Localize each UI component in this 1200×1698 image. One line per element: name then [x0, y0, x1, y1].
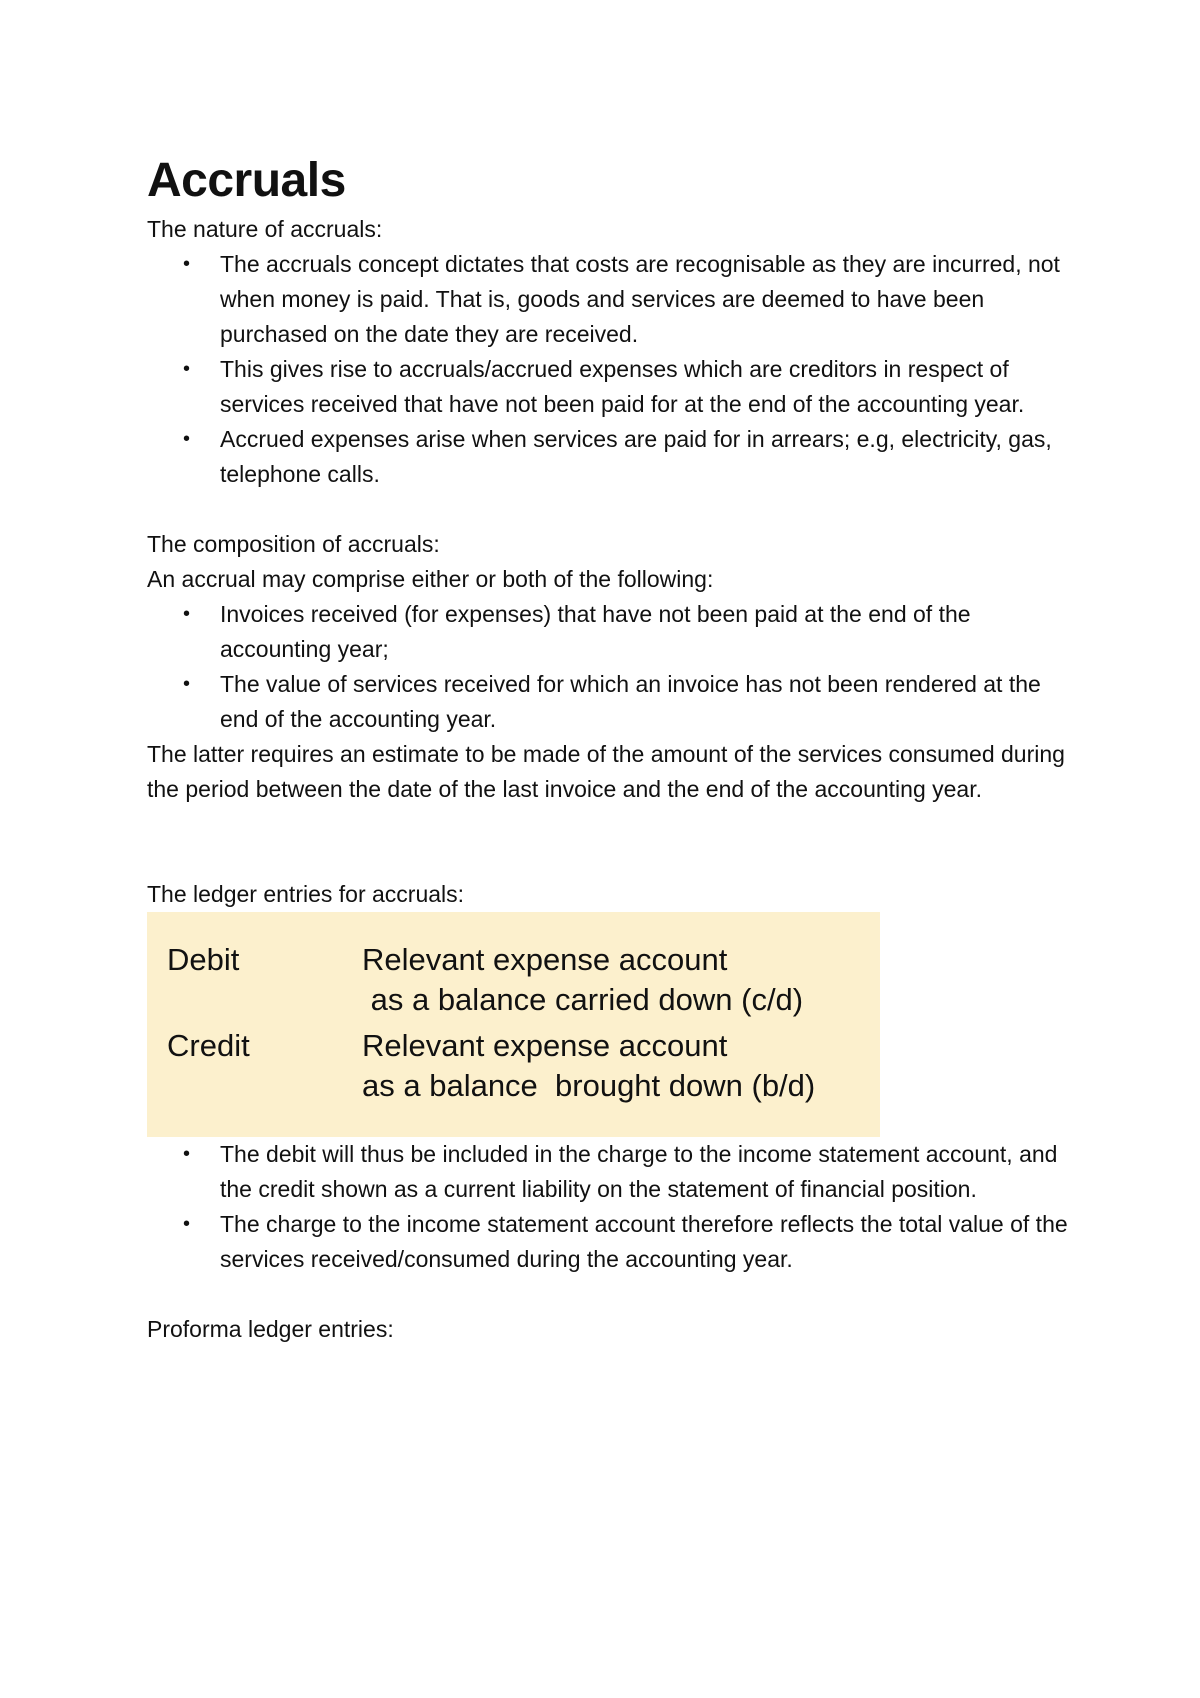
list-item-text: The debit will thus be included in the charge to the income statement account, and the credit shown as a current liability on the statement of financial position. [220, 1141, 1058, 1202]
list-item [147, 352, 1077, 422]
debit-line-1: Relevant expense account [362, 942, 728, 977]
list-item [147, 597, 1077, 667]
nature-list [147, 247, 1077, 492]
credit-line-1: Relevant expense account [362, 1028, 728, 1063]
page-title: Accruals [147, 154, 346, 207]
list-item [147, 247, 1077, 352]
bullet-icon: • [183, 253, 191, 275]
list-item-text: The accruals concept dictates that costs are recognisable as they are incurred, not when money is paid. That is, goods and services are deemed to have been purchased on the date they are received. [220, 251, 1060, 347]
list-item-text: The value of services received for which an invoice has not been rendered at the end of the accounting year. [220, 671, 1041, 732]
nature-heading: The nature of accruals: [147, 216, 383, 242]
credit-label: Credit [167, 1028, 250, 1063]
ledger-entries-box [147, 912, 880, 1137]
bullet-icon: • [183, 358, 191, 380]
composition-intro: An accrual may comprise either or both of the following: [147, 566, 714, 592]
composition-note: The latter requires an estimate to be made of the amount of the services consumed during the period between the date of the last invoice and the end of the accounting year. [147, 741, 1065, 802]
list-item [147, 1207, 1077, 1277]
list-item [147, 1137, 1077, 1207]
list-item [147, 422, 1077, 492]
bullet-icon: • [183, 603, 191, 625]
document-page [147, 150, 1077, 1347]
composition-list [147, 597, 1077, 737]
bullet-icon: • [183, 1143, 191, 1165]
bullet-icon: • [183, 428, 191, 450]
list-item-text: Invoices received (for expenses) that have not been paid at the end of the accounting year; [220, 601, 971, 662]
credit-line-2: as a balance brought down (b/d) [362, 1068, 816, 1103]
ledger-heading: The ledger entries for accruals: [147, 881, 465, 907]
list-item-text: This gives rise to accruals/accrued expenses which are creditors in respect of services received that have not been paid for at the end of the accounting year. [220, 356, 1025, 417]
proforma-heading: Proforma ledger entries: [147, 1316, 394, 1342]
ledger-notes-list [147, 1137, 1077, 1277]
debit-label: Debit [167, 942, 240, 977]
bullet-icon: • [183, 1213, 191, 1235]
list-item-text: Accrued expenses arise when services are paid for in arrears; e.g, electricity, gas, telephone calls. [220, 426, 1052, 487]
bullet-icon: • [183, 673, 191, 695]
debit-line-2: as a balance carried down (c/d) [362, 982, 804, 1017]
composition-heading: The composition of accruals: [147, 531, 440, 557]
list-item-text: The charge to the income statement account therefore reflects the total value of the services received/consumed during the accounting year. [220, 1211, 1068, 1272]
list-item [147, 667, 1077, 737]
